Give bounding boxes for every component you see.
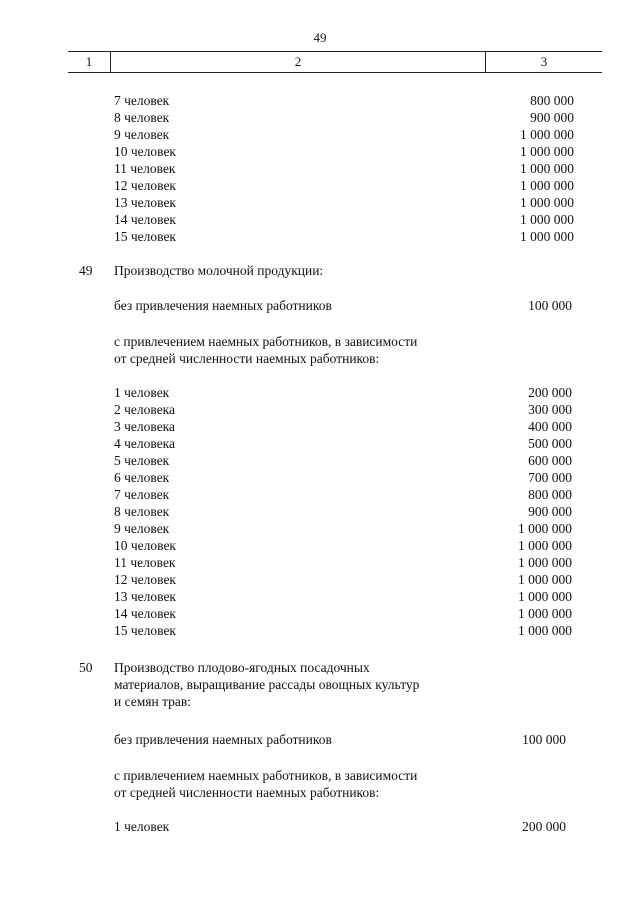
item-number: 50 [79, 660, 93, 675]
table-row [0, 126, 640, 143]
item-number: 49 [79, 263, 93, 278]
row-value: 200 000 [528, 385, 572, 400]
without-employees-row [0, 297, 640, 314]
row-value: 400 000 [528, 419, 572, 434]
table-row [0, 469, 640, 486]
row-label: 3 человека [114, 419, 176, 434]
row-value: 1 000 000 [520, 195, 574, 210]
header-col-3: 3 [540, 54, 548, 69]
row-value: 1 000 000 [518, 572, 572, 587]
row-label: 2 человека [114, 402, 176, 417]
item-title: Производство молочной продукции: [114, 263, 324, 278]
row-value: 200 000 [522, 819, 566, 834]
row-label: 5 человек [114, 453, 170, 468]
without-employees-row [0, 731, 640, 748]
row-value: 700 000 [528, 470, 572, 485]
row-label: 14 человек [114, 212, 176, 227]
row-value: 1 000 000 [520, 161, 574, 176]
row-label: 10 человек [114, 144, 176, 159]
row-value: 600 000 [528, 453, 572, 468]
with-employees-line-1 [0, 333, 640, 350]
row-value: 1 000 000 [518, 623, 572, 638]
item-50-title-row [0, 659, 640, 676]
text-line: от средней численности наемных работников: [114, 351, 380, 366]
table-row [0, 503, 640, 520]
row-value: 100 000 [528, 298, 572, 313]
row-value: 1 000 000 [520, 178, 574, 193]
row-label: 8 человек [114, 110, 170, 125]
row-value: 900 000 [530, 110, 574, 125]
row-label: 11 человек [114, 555, 176, 570]
row-value: 1 000 000 [518, 606, 572, 621]
with-employees-line-2 [0, 784, 640, 801]
table-row [0, 520, 640, 537]
table-row [0, 452, 640, 469]
row-value: 1 000 000 [520, 212, 574, 227]
row-label: 1 человек [114, 385, 170, 400]
row-value: 800 000 [528, 487, 572, 502]
item-title-line: Производство плодово-ягодных посадочных [114, 660, 370, 675]
header-col-1: 1 [68, 52, 111, 72]
row-label: 7 человек [114, 487, 170, 502]
page-number: 49 [313, 30, 327, 45]
row-label: 8 человек [114, 504, 170, 519]
table-header [68, 51, 602, 73]
table-row [0, 143, 640, 160]
item-title-line: материалов, выращивание рассады овощных культур [114, 677, 420, 692]
row-value: 1 000 000 [518, 589, 572, 604]
row-label: 7 человек [114, 93, 170, 108]
row-value: 1 000 000 [520, 144, 574, 159]
row-label: 12 человек [114, 572, 176, 587]
text-line: с привлечением наемных работников, в зависимости [114, 334, 418, 349]
table-row [0, 537, 640, 554]
row-value: 1 000 000 [518, 521, 572, 536]
row-label: 10 человек [114, 538, 176, 553]
with-employees-line-2 [0, 350, 640, 367]
row-label: 11 человек [114, 161, 176, 176]
row-value: 800 000 [530, 93, 574, 108]
table-row [0, 435, 640, 452]
table-row [0, 588, 640, 605]
table-row [0, 418, 640, 435]
row-label: 9 человек [114, 127, 170, 142]
item-50-title-row [0, 693, 640, 710]
table-row [0, 228, 640, 245]
row-value: 1 000 000 [518, 538, 572, 553]
table-row [0, 571, 640, 588]
row-value: 500 000 [528, 436, 572, 451]
table-row [0, 160, 640, 177]
row-label: 12 человек [114, 178, 176, 193]
table-row [0, 177, 640, 194]
header-col-2: 2 [111, 52, 486, 72]
row-label: 9 человек [114, 521, 170, 536]
table-row [0, 109, 640, 126]
row-value: 1 000 000 [520, 229, 574, 244]
row-label: 1 человек [114, 819, 170, 834]
row-value: 900 000 [528, 504, 572, 519]
row-value: 100 000 [522, 732, 566, 747]
row-value: 1 000 000 [520, 127, 574, 142]
row-label: 13 человек [114, 589, 176, 604]
with-employees-line-1 [0, 767, 640, 784]
item-title-line: и семян трав: [114, 694, 192, 709]
text-line: с привлечением наемных работников, в зависимости [114, 768, 418, 783]
row-value: 1 000 000 [518, 555, 572, 570]
table-row [0, 401, 640, 418]
table-row [0, 211, 640, 228]
row-label: 6 человек [114, 470, 170, 485]
table-row [0, 486, 640, 503]
table-row [0, 194, 640, 211]
row-label: без привлечения наемных работников [114, 298, 332, 313]
row-label: 15 человек [114, 229, 176, 244]
row-value: 300 000 [528, 402, 572, 417]
row-label: без привлечения наемных работников [114, 732, 332, 747]
text-line: от средней численности наемных работников: [114, 785, 380, 800]
row-label: 14 человек [114, 606, 176, 621]
table-row [0, 622, 640, 639]
item-49-title-row [0, 262, 640, 279]
row-label: 4 человека [114, 436, 176, 451]
table-row [0, 384, 640, 401]
table-row [0, 554, 640, 571]
row-label: 13 человек [114, 195, 176, 210]
table-row [0, 92, 640, 109]
item-50-title-row [0, 676, 640, 693]
table-row [0, 818, 640, 835]
row-label: 15 человек [114, 623, 176, 638]
table-row [0, 605, 640, 622]
